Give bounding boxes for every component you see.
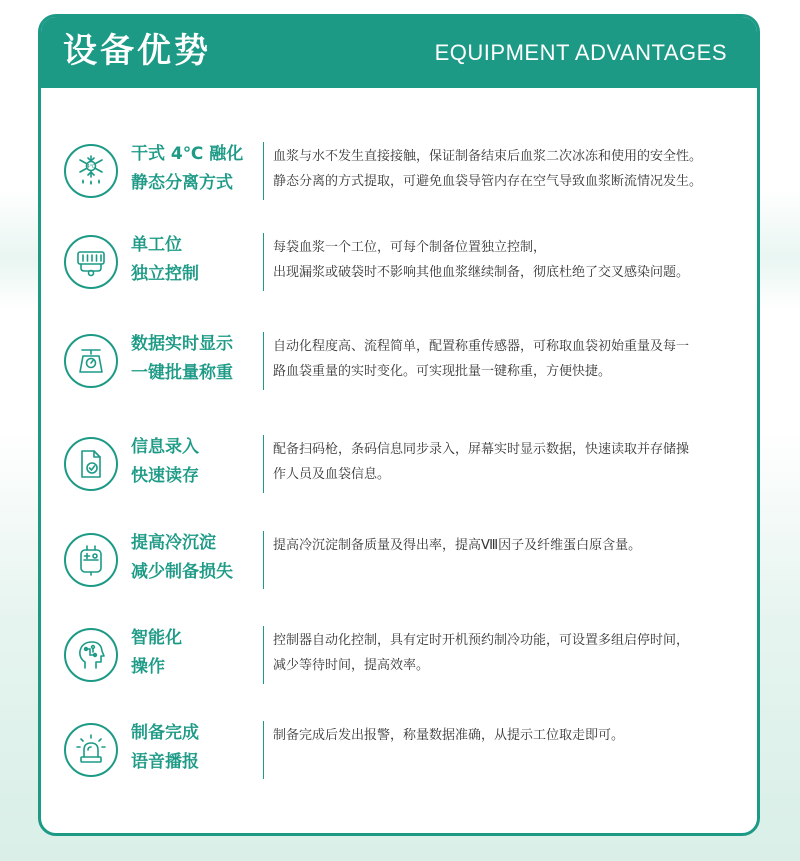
document-check-icon — [64, 437, 118, 491]
divider — [263, 332, 264, 390]
feature-description: 控制器自动化控制，具有定时开机预约制冷功能，可设置多组启停时间， 减少等待时间，提高效率。 — [273, 633, 690, 673]
feature-item — [41, 529, 757, 599]
feature-title: 干式 4℃ 融化 静态分离方式 — [131, 144, 244, 193]
header-bar — [41, 17, 757, 88]
feature-title: 提高冷沉淀 减少制备损失 — [131, 533, 233, 582]
alarm-light-icon — [64, 723, 118, 777]
divider — [263, 531, 264, 589]
feature-item — [41, 140, 757, 210]
feature-item — [41, 624, 757, 694]
divider — [263, 233, 264, 291]
feature-item — [41, 231, 757, 301]
feature-item — [41, 330, 757, 400]
divider — [263, 435, 264, 493]
feature-item — [41, 719, 757, 789]
feature-title: 数据实时显示 一键批量称重 — [131, 334, 233, 383]
advantages-card — [38, 14, 760, 836]
feature-title: 单工位 独立控制 — [131, 235, 199, 284]
feature-description: 制备完成后发出报警，称量数据准确，从提示工位取走即可。 — [273, 728, 625, 743]
feature-item — [41, 433, 757, 503]
feature-description: 提高冷沉淀制备质量及得出率，提高Ⅷ因子及纤维蛋白原含量。 — [273, 538, 642, 553]
divider — [263, 721, 264, 779]
feature-title: 制备完成 语音播报 — [131, 723, 199, 772]
blood-bag-icon — [64, 533, 118, 587]
feature-title: 信息录入 快速读存 — [131, 437, 199, 486]
divider — [263, 142, 264, 200]
scale-icon — [64, 334, 118, 388]
feature-description: 每袋血浆一个工位，可每个制备位置独立控制， 出现漏浆或破袋时不影响其他血浆继续制备，彻底杜绝了交叉感染问题。 — [273, 240, 690, 280]
page-subtitle-en: EQUIPMENT ADVANTAGES — [434, 40, 727, 65]
page-title: 设备优势 — [63, 31, 211, 71]
feature-description: 血浆与水不发生直接接触，保证制备结束后血浆二次冰冻和使用的安全性。 静态分离的方式提取，可避免血袋导管内存在空气导致血浆断流情况发生。 — [273, 149, 703, 189]
snowflake-4c-icon — [64, 144, 118, 198]
divider — [263, 626, 264, 684]
feature-description: 配备扫码枪，条码信息同步录入，屏幕实时显示数据，快速读取并存储操 作人员及血袋信息。 — [273, 442, 690, 482]
ai-head-icon — [64, 628, 118, 682]
svg-text:4℃: 4℃ — [86, 164, 96, 170]
feature-description: 自动化程度高、流程简单，配置称重传感器，可称取血袋初始重量及每一 路血袋重量的实时变化。可实现批量一键称重，方便快捷。 — [273, 339, 690, 379]
feature-title: 智能化 操作 — [131, 628, 182, 677]
workstation-icon — [64, 235, 118, 289]
